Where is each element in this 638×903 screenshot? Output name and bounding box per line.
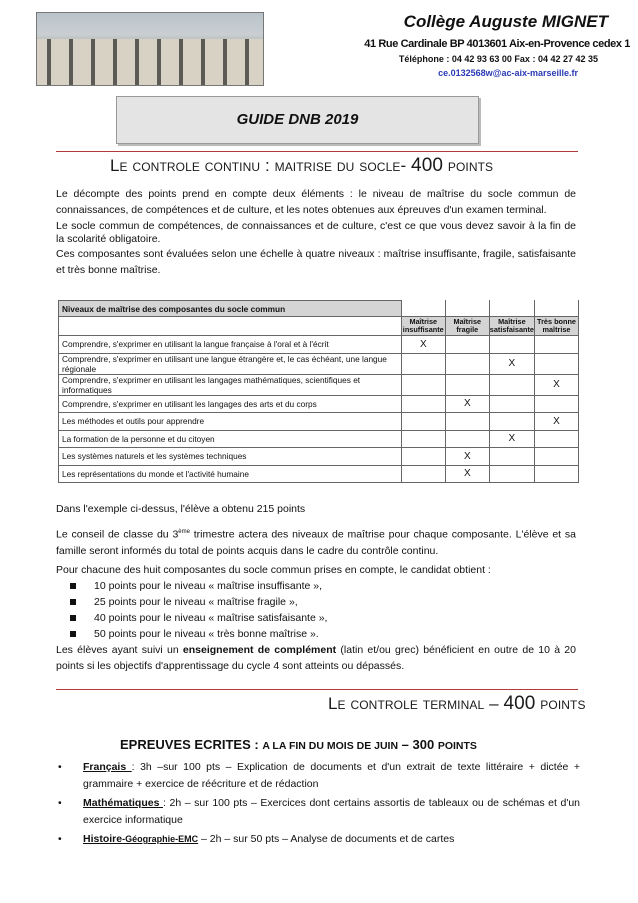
section-title-controle-continu: Le controle continu : maitrise du socle- 400 points: [110, 155, 494, 176]
mastery-mark: X: [535, 374, 579, 395]
points-list: [56, 578, 576, 642]
table-row: [59, 336, 579, 354]
list-item: 50 points pour le niveau « très bonne maîtrise ».: [56, 626, 576, 642]
mastery-mark: [489, 465, 534, 483]
mastery-mark: [401, 413, 445, 431]
exam-mathematiques: • Mathématiques : 2h – sur 100 pts – Exercices dont certains assortis de tableaux ou de schémas et d'un exercice informatique: [56, 795, 580, 829]
table-row: [59, 465, 579, 483]
competence-label: Les méthodes et outils pour apprendre: [59, 413, 402, 431]
paragraph-decompte: Le décompte des points prend en compte deux éléments : le niveau de maîtrise du socle commun de connaissances, de compétences et de culture, et les notes obtenues aux épreuves d'un examen terminal.: [56, 188, 576, 216]
section-title-controle-terminal: Le controle terminal – 400 points: [328, 693, 586, 714]
college-address: 41 Rue Cardinale BP 4013601 Aix-en-Provence cedex 1: [364, 38, 630, 50]
level-header: Maîtrise insuffisante: [402, 317, 444, 334]
mastery-mark: [401, 465, 445, 483]
paragraph-composantes: Ces composantes sont évaluées selon une échelle à quatre niveaux : maîtrise insuffisante, fragile, satisfaisante et très bonne maîtrise.: [56, 248, 576, 276]
college-photo: [36, 12, 264, 86]
paragraph-bonus: Les élèves ayant suivi un enseignement de complément (latin et/ou grec) bénéficient en outre de 10 à 20 points si les objectifs d'apprentissage du cycle 4 sont atteints ou dépassés.: [56, 644, 576, 672]
competence-label: Les représentations du monde et l'activité humaine: [59, 465, 402, 483]
example-points: Dans l'exemple ci-dessus, l'élève a obtenu 215 points: [56, 503, 306, 515]
epreuves-ecrites-heading: EPREUVES ECRITES : A LA FIN DU MOIS DE JUIN – 300 POINTS: [120, 737, 477, 752]
level-header: Très bonne maîtrise: [535, 317, 579, 336]
mastery-mark: [401, 448, 445, 466]
college-phone: Téléphone : 04 42 93 63 00 Fax : 04 42 27 42 35: [398, 54, 598, 64]
table-row: [59, 374, 579, 395]
paragraph-conseil: Le conseil de classe du 3ème trimestre actera des niveaux de maîtrise pour chaque composante. L'élève et sa famille seront informés du total de points acquis dans le cadre du contrôle continu.: [56, 528, 576, 557]
table-header: Niveaux de maîtrise des composantes du socle commun: [59, 301, 402, 317]
mastery-mark: X: [535, 413, 579, 431]
mastery-mark: X: [489, 430, 534, 448]
level-header: Maîtrise fragile: [445, 317, 489, 336]
mastery-mark: X: [445, 465, 489, 483]
college-email[interactable]: ce.0132568w@ac-aix-marseille.fr: [438, 68, 578, 78]
header: [330, 12, 630, 78]
list-item: 10 points pour le niveau « maîtrise insuffisante »,: [56, 578, 576, 594]
mastery-mark: [445, 430, 489, 448]
table-row: [59, 430, 579, 448]
guide-title: GUIDE DNB 2019: [116, 96, 479, 144]
mastery-mark: [489, 374, 534, 395]
competence-label: Comprendre, s'exprimer en utilisant la langue française à l'oral et à l'écrit: [59, 336, 402, 354]
mastery-mark: [401, 374, 445, 395]
competence-label: Comprendre, s'exprimer en utilisant les langages mathématiques, scientifiques et informatiques: [59, 374, 402, 395]
competence-label: Comprendre, s'exprimer en utilisant les langages des arts et du corps: [59, 395, 402, 413]
competence-label: Les systèmes naturels et les systèmes techniques: [59, 448, 402, 466]
exam-histoire: • Histoire-Géographie-EMC – 2h – sur 50 pts – Analyse de documents et de cartes: [56, 831, 580, 848]
list-item: 25 points pour le niveau « maîtrise fragile »,: [56, 594, 576, 610]
mastery-mark: X: [445, 448, 489, 466]
mastery-mark: [489, 448, 534, 466]
mastery-mark: [489, 395, 534, 413]
table-row: [59, 353, 579, 374]
mastery-mark: X: [445, 395, 489, 413]
table-row: [59, 413, 579, 431]
mastery-mark: [489, 413, 534, 431]
section-divider: [56, 689, 578, 690]
mastery-mark: [535, 395, 579, 413]
table-row: [59, 395, 579, 413]
mastery-mark: [535, 430, 579, 448]
section-divider: [56, 151, 578, 152]
mastery-mark: [401, 395, 445, 413]
mastery-mark: [535, 336, 579, 354]
mastery-mark: [445, 413, 489, 431]
mastery-mark: X: [401, 336, 445, 354]
competence-label: La formation de la personne et du citoyen: [59, 430, 402, 448]
mastery-mark: [401, 353, 445, 374]
competence-label: Comprendre, s'exprimer en utilisant une langue étrangère et, le cas échéant, une langue régionale: [59, 353, 402, 374]
mastery-mark: [535, 465, 579, 483]
exam-francais: • Français : 3h –sur 100 pts – Explication de documents et d'un extrait de texte littéraire + dictée + grammaire + exercice de réécriture et de rédaction: [56, 759, 580, 793]
college-name: Collège Auguste MIGNET: [403, 12, 608, 31]
mastery-table: [58, 300, 579, 483]
mastery-mark: [445, 374, 489, 395]
paragraph-socle: Le socle commun de compétences, de connaissances et de culture, c'est ce que vous devez savoir à la fin de la scolarité obligatoire.: [56, 220, 576, 245]
mastery-mark: [535, 448, 579, 466]
table-row: [59, 448, 579, 466]
mastery-mark: [445, 336, 489, 354]
mastery-mark: [535, 353, 579, 374]
mastery-mark: [489, 336, 534, 354]
mastery-mark: [401, 430, 445, 448]
mastery-mark: [445, 353, 489, 374]
mastery-mark: X: [489, 353, 534, 374]
list-item: 40 points pour le niveau « maîtrise satisfaisante »,: [56, 610, 576, 626]
exams-list: [56, 759, 580, 850]
paragraph-intro-levels: Pour chacune des huit composantes du socle commun prises en compte, le candidat obtient :: [56, 564, 491, 576]
level-header: Maîtrise satisfaisante: [489, 317, 534, 334]
